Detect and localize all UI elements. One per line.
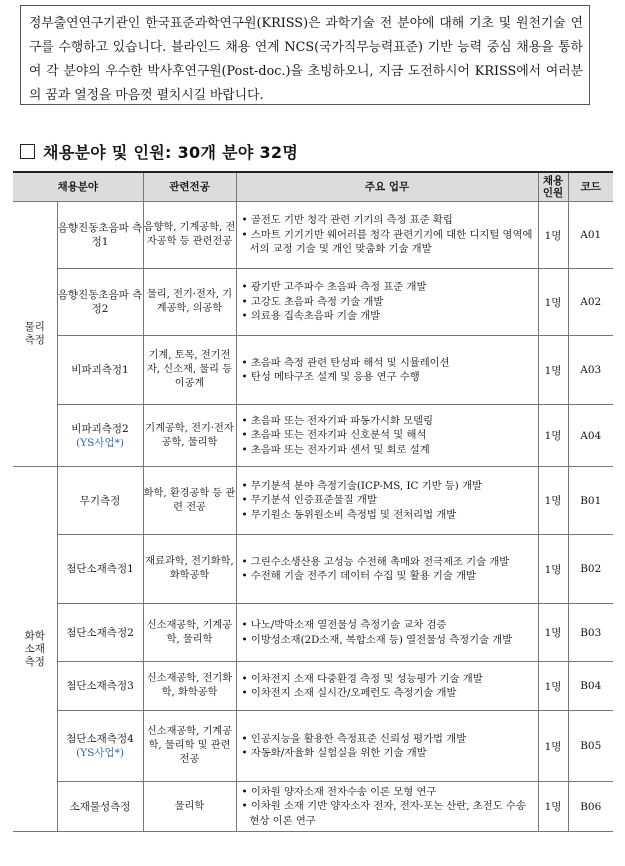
field-cell: 음향진동초음파 측정1 xyxy=(57,202,143,269)
major-cell: 기계, 토목, 전기전자, 신소재, 물리 등 이공계 xyxy=(143,336,236,405)
group-physics-measurement: 물리 측정 xyxy=(13,202,57,467)
code-cell: A01 xyxy=(568,202,613,269)
table-row xyxy=(13,535,613,604)
duty-item: • 광기반 고주파수 초음파 측정 표준 개발 xyxy=(242,280,534,295)
field-cell: 첨단소재측정1 xyxy=(57,535,143,604)
duty-item: • 자동화/자율화 실험실을 위한 기술 개발 xyxy=(242,746,534,761)
intro-text-box xyxy=(20,5,590,105)
count-cell: 1명 xyxy=(538,711,568,782)
duty-cell xyxy=(236,467,538,535)
code-cell: A04 xyxy=(568,405,613,467)
table-row xyxy=(13,336,613,405)
intro-text: 정부출연연구기관인 한국표준과학연구원(KRISS)은 과학기술 전 분야에 대해 기초 및 원천기술 연구를 수행하고 있습니다. 블라인드 채용 연계 NCS(국가직무능력표준) 기반 능력 중심 채용을 통하여 각 분야의 우수한 박사후연구원(Post-doc.)을 초빙하오니, 지금 도전하시어 KRISS에서 여러분의 꿈과 열정을 마음껏 펼치시길 바랍니다. xyxy=(29,16,583,103)
table-row xyxy=(13,269,613,336)
duty-item: • 의료용 집속초음파 기술 개발 xyxy=(242,309,534,324)
table-header-row xyxy=(13,172,613,202)
duty-item: • 탄성 메타구조 설계 및 응용 연구 수행 xyxy=(242,370,534,385)
duty-item: • 그린수소생산용 고성능 수전해 촉매와 전극제조 기술 개발 xyxy=(242,555,534,570)
duty-item: • 무기분석 인증표준물질 개발 xyxy=(242,493,534,508)
table-row xyxy=(13,782,613,832)
duty-item: • 이차원 소재 기반 양자소자 전자, 전자-포논 산란, 초전도 수송 현상 이론 연구 xyxy=(242,799,534,828)
major-cell: 음향학, 기계공학, 전자공학 등 관련전공 xyxy=(143,202,236,269)
duty-item: • 고강도 초음파 측정 기술 개발 xyxy=(242,295,534,310)
table-row xyxy=(13,405,613,467)
field-cell: 비파괴측정2 (YS사업*) xyxy=(57,405,143,467)
count-cell: 1명 xyxy=(538,336,568,405)
count-cell: 1명 xyxy=(538,269,568,336)
duty-cell xyxy=(236,711,538,782)
major-cell: 물리학 xyxy=(143,782,236,832)
code-cell: B05 xyxy=(568,711,613,782)
duty-item: • 수전해 기술 전주기 데이터 수집 및 활용 기술 개발 xyxy=(242,569,534,584)
duty-item: • 이차전지 소재 실시간/오페런도 측정기술 개발 xyxy=(242,686,534,701)
duty-cell xyxy=(236,405,538,467)
duty-item: • 초음파 또는 전자기파 파동가시화 모델링 xyxy=(242,414,534,429)
major-cell: 신소재공학, 기계공학, 물리학 xyxy=(143,604,236,662)
code-cell: A03 xyxy=(568,336,613,405)
ys-project-tag: (YS사업*) xyxy=(76,436,124,449)
major-cell: 신소재공학, 전기화학, 화학공학 xyxy=(143,662,236,711)
duty-item: • 초음파 또는 전자기파 신호분석 및 해석 xyxy=(242,428,534,443)
duty-cell xyxy=(236,269,538,336)
table-row xyxy=(13,467,613,535)
code-cell: B06 xyxy=(568,782,613,832)
header-major: 관련전공 xyxy=(143,172,236,202)
duty-item: • 나노/박막소재 열전물성 측정기술 교차 검증 xyxy=(242,618,534,633)
field-cell: 음향진동초음파 측정2 xyxy=(57,269,143,336)
major-cell: 화학, 환경공학 등 관련 전공 xyxy=(143,467,236,535)
major-cell: 기계공학, 전기·전자공학, 물리학 xyxy=(143,405,236,467)
code-cell: B02 xyxy=(568,535,613,604)
duty-item: • 스마트 기기기반 웨어러블 청각 관련기기에 대한 디지털 영역에서의 교정 기술 및 개인 맞춤화 기술 개발 xyxy=(242,228,534,257)
major-cell: 물리, 전기·전자, 기계공학, 의공학 xyxy=(143,269,236,336)
field-cell: 첨단소재측정4 (YS사업*) xyxy=(57,711,143,782)
table-row xyxy=(13,662,613,711)
code-cell: B03 xyxy=(568,604,613,662)
duty-cell xyxy=(236,336,538,405)
group-chemical-material-measurement: 화학 소재 측정 xyxy=(13,467,57,832)
count-cell: 1명 xyxy=(538,662,568,711)
duty-item: • 초음파 측정 관련 탄성파 해석 및 시뮬레이션 xyxy=(242,356,534,371)
field-cell: 비파괴측정1 xyxy=(57,336,143,405)
duty-cell xyxy=(236,782,538,832)
field-cell: 첨단소재측정3 xyxy=(57,662,143,711)
duty-item: • 무기원소 동위원소비 측정법 및 전처리법 개발 xyxy=(242,508,534,523)
header-duty: 주요 업무 xyxy=(236,172,538,202)
checkbox-square-icon xyxy=(20,144,35,159)
table-row xyxy=(13,711,613,782)
code-cell: B04 xyxy=(568,662,613,711)
duty-item: • 초음파 또는 전자기파 센서 및 회로 설계 xyxy=(242,443,534,458)
count-cell: 1명 xyxy=(538,604,568,662)
field-cell: 소재물성측정 xyxy=(57,782,143,832)
count-cell: 1명 xyxy=(538,467,568,535)
major-cell: 재료과학, 전기화학, 화학공학 xyxy=(143,535,236,604)
section-heading-text: 채용분야 및 인원: 30개 분야 32명 xyxy=(43,143,299,162)
code-cell: B01 xyxy=(568,467,613,535)
section-heading xyxy=(20,140,298,163)
count-cell: 1명 xyxy=(538,405,568,467)
header-count: 채용 인원 xyxy=(538,172,568,202)
code-cell: A02 xyxy=(568,269,613,336)
duty-cell xyxy=(236,662,538,711)
field-cell: 무기측정 xyxy=(57,467,143,535)
duty-item: • 이방성소재(2D소재, 복합소재 등) 열전물성 측정기술 개발 xyxy=(242,633,534,648)
duty-cell xyxy=(236,604,538,662)
recruitment-table xyxy=(13,171,613,832)
table-row xyxy=(13,202,613,269)
duty-item: • 이차원 양자소재 전자수송 이론 모형 연구 xyxy=(242,785,534,800)
count-cell: 1명 xyxy=(538,782,568,832)
duty-item: • 이차전지 소재 다중환경 측정 및 성능평가 기술 개발 xyxy=(242,672,534,687)
duty-cell xyxy=(236,202,538,269)
field-cell: 첨단소재측정2 xyxy=(57,604,143,662)
ys-project-tag: (YS사업*) xyxy=(76,747,124,759)
duty-item: • 골전도 기반 청각 관련 기기의 측정 표준 확립 xyxy=(242,213,534,228)
major-cell: 신소재공학, 기계공학, 물리학 및 관련 전공 xyxy=(143,711,236,782)
header-field: 채용분야 xyxy=(13,172,143,202)
duty-item: • 인공지능을 활용한 측정표준 신뢰성 평가법 개발 xyxy=(242,732,534,747)
header-code: 코드 xyxy=(568,172,613,202)
table-row xyxy=(13,604,613,662)
count-cell: 1명 xyxy=(538,202,568,269)
duty-cell xyxy=(236,535,538,604)
duty-item: • 무기분석 분야 측정기술(ICP-MS, IC 기반 등) 개발 xyxy=(242,479,534,494)
count-cell: 1명 xyxy=(538,535,568,604)
